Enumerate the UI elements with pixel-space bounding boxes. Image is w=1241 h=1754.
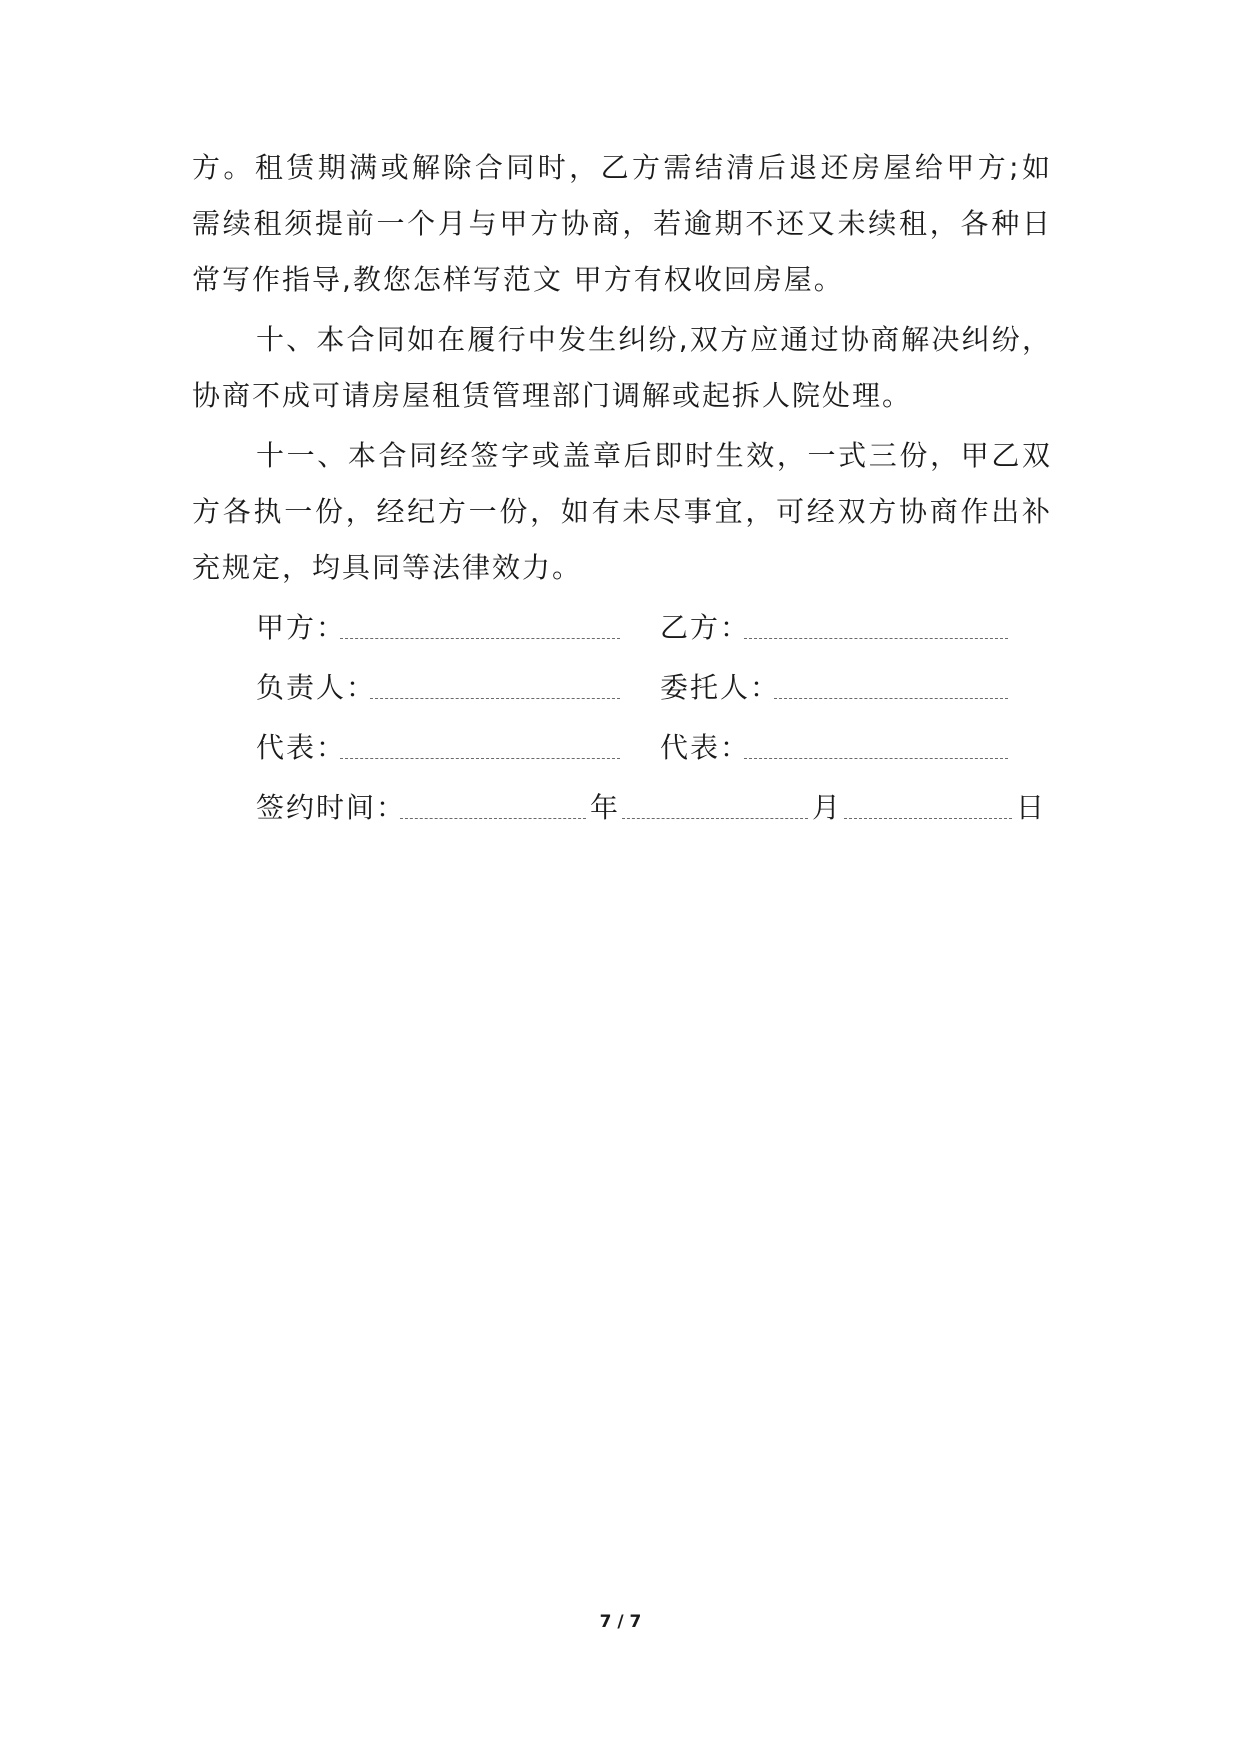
signature-row-parties	[256, 608, 1056, 648]
body-line-1: 方。租赁期满或解除合同时，乙方需结清后退还房屋给甲方;如	[192, 151, 1052, 184]
representative-a-label: 代表：	[256, 731, 347, 764]
representative-b-label: 代表：	[660, 731, 751, 764]
year-label: 年	[590, 791, 619, 824]
party-b-signature-blank[interactable]	[744, 638, 1008, 639]
month-blank[interactable]	[622, 818, 808, 819]
entrusted-person-label: 委托人：	[660, 671, 781, 704]
clause-10-line-1: 十、本合同如在履行中发生纠纷,双方应通过协商解决纠纷，	[256, 323, 1052, 356]
signature-row-representatives	[256, 728, 1056, 768]
representative-a-signature-blank[interactable]	[340, 758, 620, 759]
clause-10-line-2: 协商不成可请房屋租赁管理部门调解或起拆人院处理。	[192, 379, 913, 412]
year-blank[interactable]	[400, 818, 586, 819]
body-line-2: 需续租须提前一个月与甲方协商，若逾期不还又未续租，各种日	[192, 207, 1052, 240]
clause-11-line-1: 十一、本合同经签字或盖章后即时生效，一式三份，甲乙双	[256, 439, 1052, 472]
signature-row-responsible	[256, 668, 1056, 708]
clause-11-line-2: 方各执一份，经纪方一份，如有未尽事宜，可经双方协商作出补	[192, 495, 1052, 528]
month-label: 月	[812, 791, 841, 824]
day-label: 日	[1016, 791, 1045, 824]
party-a-signature-blank[interactable]	[340, 638, 620, 639]
representative-b-signature-blank[interactable]	[744, 758, 1008, 759]
responsible-person-signature-blank[interactable]	[370, 698, 620, 699]
day-blank[interactable]	[844, 818, 1012, 819]
clause-11-line-3: 充规定，均具同等法律效力。	[192, 551, 583, 584]
entrusted-person-signature-blank[interactable]	[774, 698, 1008, 699]
party-b-label: 乙方：	[660, 611, 751, 644]
signing-date-label: 签约时间：	[256, 791, 407, 824]
party-a-label: 甲方：	[256, 611, 347, 644]
signing-date-row	[256, 788, 1056, 828]
body-line-3: 常写作指导,教您怎样写范文 甲方有权收回房屋。	[192, 263, 844, 296]
responsible-person-label: 负责人：	[256, 671, 377, 704]
page-number: 7 / 7	[599, 1612, 642, 1632]
